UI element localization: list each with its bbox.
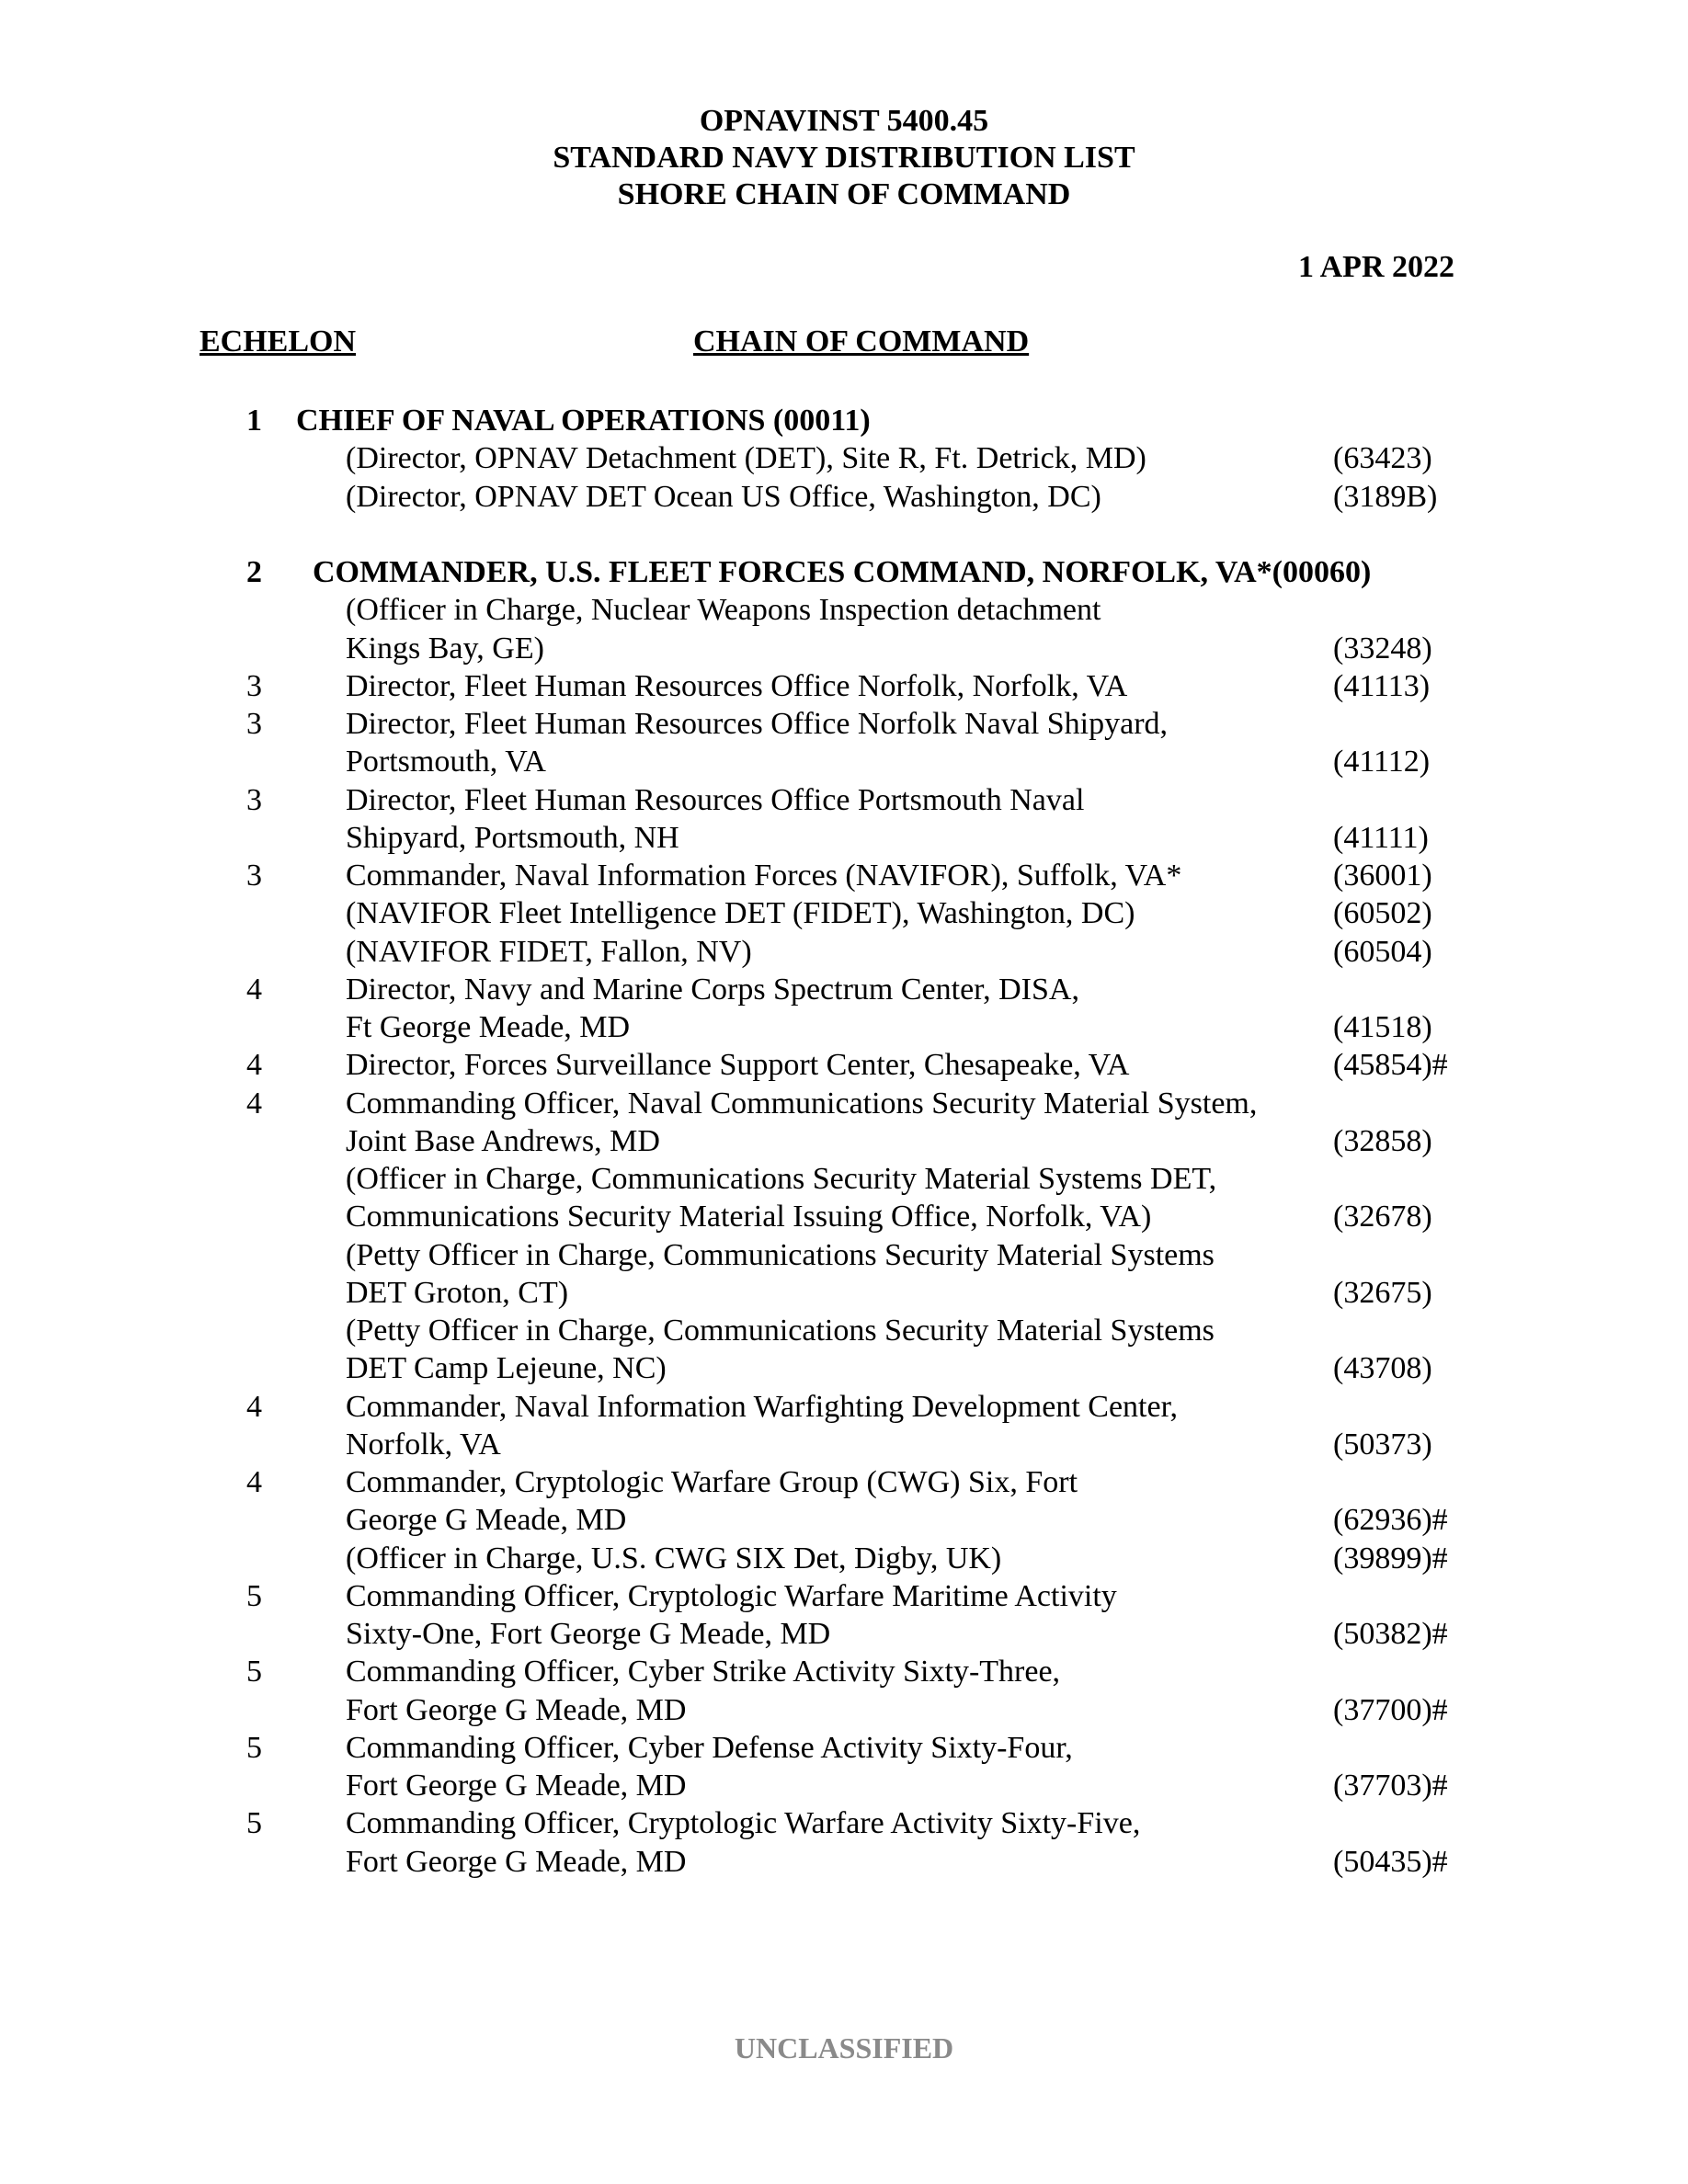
command-name: (Officer in Charge, U.S. CWG SIX Det, Digby, UK) (346, 1541, 1002, 1575)
list-item (0, 1540, 1688, 1577)
list-item (0, 1653, 1688, 1690)
chain-of-command-column-header: CHAIN OF COMMAND (693, 324, 1030, 358)
list-item (0, 478, 1688, 516)
command-name: Ft George Meade, MD (346, 1010, 631, 1044)
command-name: (NAVIFOR Fleet Intelligence DET (FIDET), Washington, DC) (346, 896, 1135, 931)
list-item (0, 1198, 1688, 1235)
command-code: (45854)# (1333, 1048, 1448, 1083)
command-name: Director, Fleet Human Resources Office Portsmouth Naval (346, 782, 1085, 817)
list-item (0, 1274, 1688, 1312)
echelon-number: 5 (246, 1730, 262, 1765)
list-item (0, 1691, 1688, 1729)
command-name: (Director, OPNAV DET Ocean US Office, Washington, DC) (346, 479, 1101, 514)
echelon-number: 5 (246, 1806, 262, 1841)
list-item (0, 1122, 1688, 1160)
command-code: (36001) (1333, 859, 1432, 893)
command-name: (NAVIFOR FIDET, Fallon, NV) (346, 934, 752, 969)
list-item (0, 705, 1688, 743)
echelon-number: 3 (246, 707, 262, 741)
echelon-column-header: ECHELON (200, 324, 357, 358)
command-name: COMMANDER, U.S. FLEET FORCES COMMAND, NORFOLK, VA*(00060) (313, 555, 1372, 589)
command-code: (37700)# (1333, 1692, 1448, 1727)
list-item (0, 933, 1688, 971)
list-item (0, 1501, 1688, 1539)
command-name: (Officer in Charge, Communications Security Material Systems DET, (346, 1162, 1217, 1196)
command-name: CHIEF OF NAVAL OPERATIONS (00011) (296, 404, 871, 438)
list-item (0, 1046, 1688, 1084)
echelon-number: 4 (246, 1086, 262, 1120)
command-code: (50382)# (1333, 1617, 1448, 1651)
command-name: (Petty Officer in Charge, Communications Security Material Systems (346, 1237, 1215, 1272)
command-code: (62936)# (1333, 1503, 1448, 1538)
list-item (0, 1729, 1688, 1767)
command-name: Director, Fleet Human Resources Office Norfolk Naval Shipyard, (346, 707, 1169, 741)
list-item (0, 402, 1688, 439)
command-name: Commanding Officer, Cyber Defense Activity Sixty-Four, (346, 1730, 1073, 1765)
list-item (0, 439, 1688, 477)
command-code: (50373) (1333, 1427, 1432, 1462)
echelon-number: 1 (246, 404, 262, 438)
list-item (0, 1388, 1688, 1426)
command-code: (41113) (1333, 668, 1431, 703)
command-name: (Director, OPNAV Detachment (DET), Site R, Ft. Detrick, MD) (346, 441, 1146, 476)
echelon-number: 2 (246, 555, 262, 589)
list-item (0, 781, 1688, 819)
command-name: Commanding Officer, Naval Communications Security Material System, (346, 1086, 1258, 1120)
command-name: DET Groton, CT) (346, 1275, 569, 1310)
command-code: (60502) (1333, 896, 1432, 931)
command-code: (41112) (1333, 745, 1431, 779)
command-name: Joint Base Andrews, MD (346, 1123, 660, 1158)
echelon-number: 4 (246, 1389, 262, 1424)
list-item (0, 743, 1688, 780)
classification-marking: UNCLASSIFIED (734, 2031, 954, 2065)
list-item (0, 1349, 1688, 1387)
echelon-number: 5 (246, 1578, 262, 1613)
command-code: (60504) (1333, 934, 1432, 969)
command-name: Commanding Officer, Cryptologic Warfare Maritime Activity (346, 1578, 1117, 1613)
command-code: (37703)# (1333, 1769, 1448, 1803)
echelon-number: 4 (246, 1048, 262, 1083)
command-code: (63423) (1333, 441, 1432, 476)
list-item (0, 553, 1688, 591)
echelon-number: 3 (246, 859, 262, 893)
command-name: Director, Forces Surveillance Support Center, Chesapeake, VA (346, 1048, 1130, 1083)
list-item (0, 819, 1688, 857)
document-number: OPNAVINST 5400.45 (699, 104, 989, 138)
list-item (0, 1426, 1688, 1463)
document-subtitle: SHORE CHAIN OF COMMAND (617, 177, 1071, 211)
list-item (0, 1577, 1688, 1615)
list-item (0, 1085, 1688, 1122)
command-name: Director, Navy and Marine Corps Spectrum Center, DISA, (346, 972, 1079, 1007)
command-name: Norfolk, VA (346, 1427, 501, 1462)
echelon-number: 3 (246, 782, 262, 817)
list-item (0, 1804, 1688, 1842)
command-name: (Petty Officer in Charge, Communications Security Material Systems (346, 1314, 1215, 1348)
list-item (0, 1843, 1688, 1881)
command-name: Fort George G Meade, MD (346, 1692, 687, 1727)
command-name: Sixty-One, Fort George G Meade, MD (346, 1617, 831, 1651)
list-item (0, 1008, 1688, 1046)
command-code: (50435)# (1333, 1844, 1448, 1879)
command-name: Commander, Naval Information Warfighting Development Center, (346, 1389, 1179, 1424)
list-item (0, 591, 1688, 629)
list-item (0, 1463, 1688, 1501)
list-item (0, 1767, 1688, 1804)
command-code: (33248) (1333, 631, 1432, 665)
document-date: 1 APR 2022 (1298, 250, 1454, 284)
command-code: (32678) (1333, 1200, 1432, 1234)
echelon-number: 5 (246, 1655, 262, 1689)
list-item (0, 1615, 1688, 1653)
command-name: Commander, Naval Information Forces (NAVIFOR), Suffolk, VA* (346, 859, 1182, 893)
command-name: George G Meade, MD (346, 1503, 627, 1538)
command-name: (Officer in Charge, Nuclear Weapons Inspection detachment (346, 593, 1101, 628)
command-name: Commanding Officer, Cryptologic Warfare Activity Sixty-Five, (346, 1806, 1141, 1841)
command-code: (39899)# (1333, 1541, 1448, 1575)
command-code: (32675) (1333, 1275, 1432, 1310)
command-code: (41111) (1333, 820, 1429, 855)
list-item (0, 894, 1688, 932)
command-name: Commander, Cryptologic Warfare Group (CWG) Six, Fort (346, 1465, 1078, 1499)
command-name: Fort George G Meade, MD (346, 1844, 687, 1879)
list-item (0, 630, 1688, 667)
command-code: (3189B) (1333, 479, 1438, 514)
list-item (0, 971, 1688, 1008)
echelon-number: 4 (246, 972, 262, 1007)
command-name: DET Camp Lejeune, NC) (346, 1351, 667, 1386)
command-code: (32858) (1333, 1123, 1432, 1158)
command-code: (41518) (1333, 1010, 1432, 1044)
command-name: Shipyard, Portsmouth, NH (346, 820, 679, 855)
command-name: Communications Security Material Issuing Office, Norfolk, VA) (346, 1200, 1152, 1234)
command-name: Director, Fleet Human Resources Office Norfolk, Norfolk, VA (346, 668, 1128, 703)
command-list (0, 402, 1688, 1881)
list-item (0, 1236, 1688, 1274)
command-name: Portsmouth, VA (346, 745, 546, 779)
document-title: STANDARD NAVY DISTRIBUTION LIST (553, 141, 1135, 175)
list-item (0, 667, 1688, 705)
list-item (0, 1312, 1688, 1349)
command-code: (43708) (1333, 1351, 1432, 1386)
echelon-number: 4 (246, 1465, 262, 1499)
list-item (0, 857, 1688, 894)
command-name: Fort George G Meade, MD (346, 1769, 687, 1803)
list-item (0, 1160, 1688, 1198)
echelon-number: 3 (246, 668, 262, 703)
command-name: Kings Bay, GE) (346, 631, 544, 665)
command-name: Commanding Officer, Cyber Strike Activity Sixty-Three, (346, 1655, 1061, 1689)
